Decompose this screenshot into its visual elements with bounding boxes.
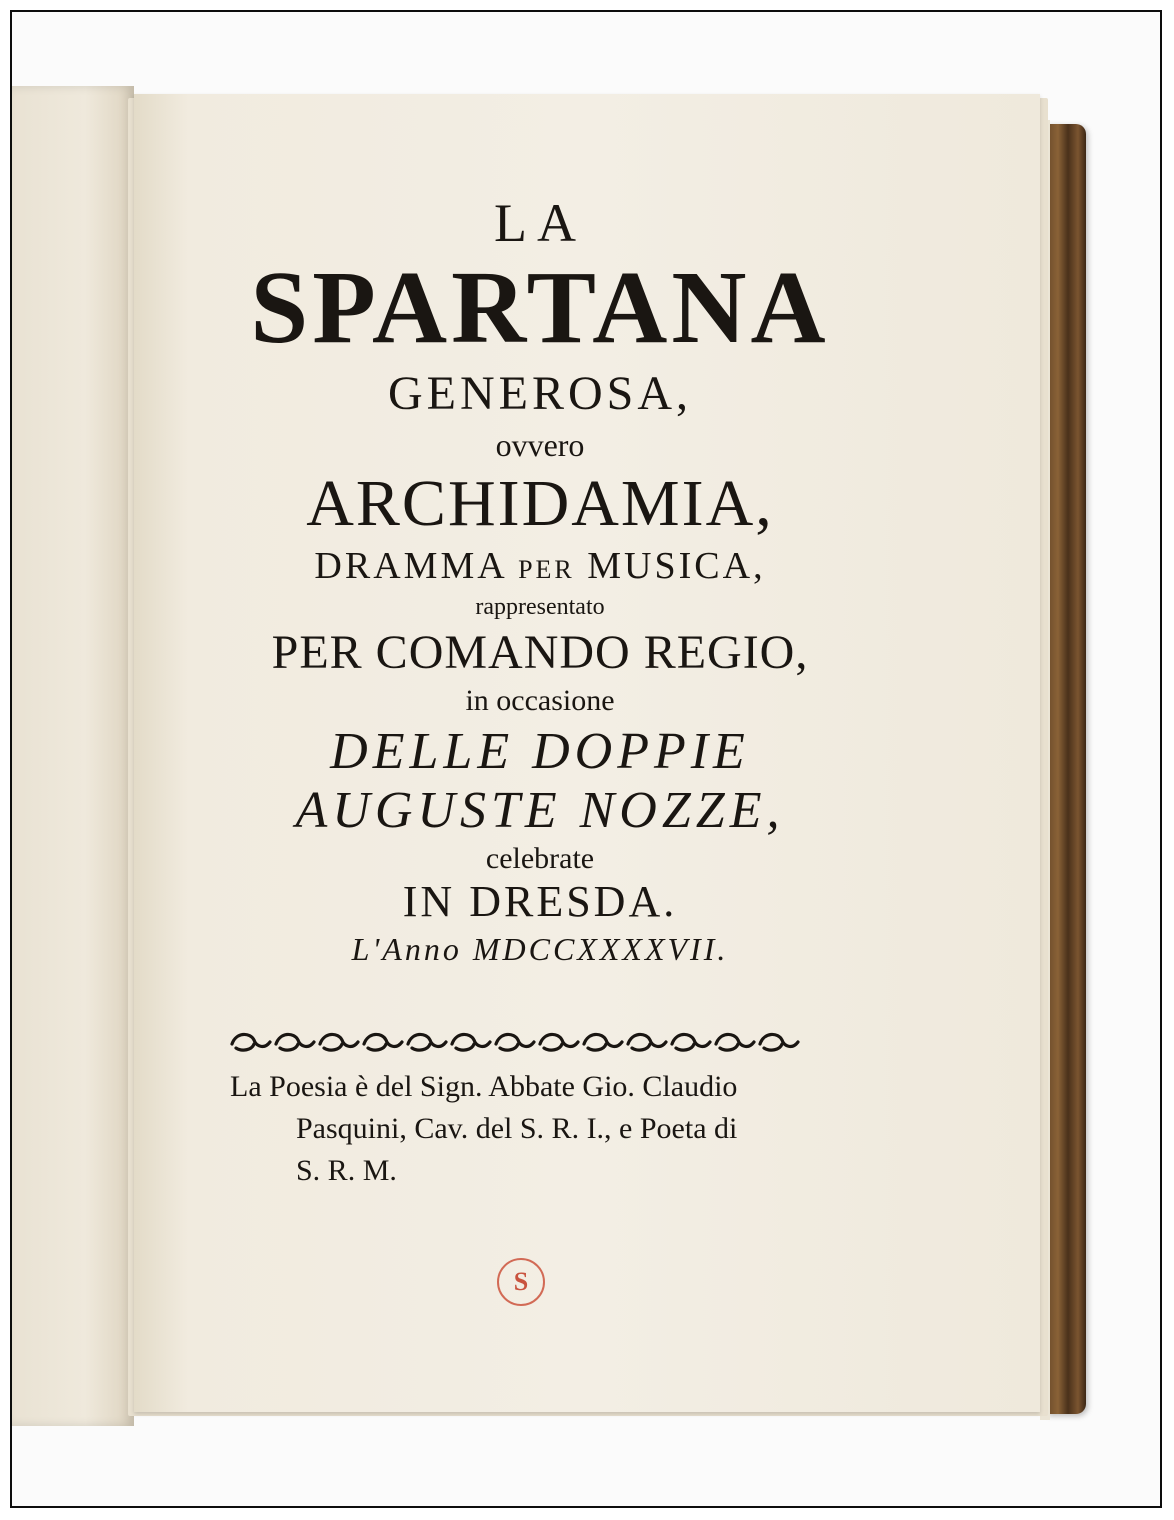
title-la: LA	[494, 193, 586, 253]
title-comando: PER COMANDO REGIO,	[271, 626, 809, 679]
ornament-scroll	[496, 1034, 534, 1050]
musica-word: MUSICA,	[574, 545, 766, 587]
ornament-scroll	[408, 1034, 446, 1050]
ornament-scroll	[760, 1034, 798, 1050]
ornament-scroll	[540, 1034, 578, 1050]
per-word: PER	[518, 555, 575, 584]
title-rappresentato: rappresentato	[475, 594, 605, 620]
library-stamp: S	[497, 1258, 545, 1306]
credit-block	[230, 1066, 830, 1192]
ornament-rule	[228, 1028, 810, 1056]
title-spartana: SPARTANA	[250, 250, 830, 365]
title-dresda: IN DRESDA.	[402, 877, 678, 926]
title-occasione: in occasione	[465, 684, 615, 717]
title-celebrate: celebrate	[485, 842, 595, 875]
ornament-scroll	[716, 1034, 754, 1050]
ornament-scroll	[364, 1034, 402, 1050]
ornament-scroll	[672, 1034, 710, 1050]
title-dramma	[150, 544, 930, 588]
book-cover	[1046, 124, 1086, 1414]
credit-line-1: La Poesia è del Sign. Abbate Gio. Claudio	[230, 1070, 738, 1103]
title-archidamia: ARCHIDAMIA,	[306, 467, 774, 540]
credit-line-2: Pasquini, Cav. del S. R. I., e Poeta di	[296, 1112, 738, 1145]
credit-line-3: S. R. M.	[296, 1154, 397, 1187]
dramma-word: DRAMMA	[314, 545, 519, 587]
title-generosa: GENEROSA,	[387, 367, 692, 420]
title-doppie: DELLE DOPPIE	[330, 723, 750, 780]
title-ovvero: ovvero	[495, 427, 585, 463]
ornament-scroll	[232, 1034, 270, 1050]
ornament-scroll	[320, 1034, 358, 1050]
left-page	[12, 86, 134, 1426]
ornament-scroll	[452, 1034, 490, 1050]
ornament-scroll	[628, 1034, 666, 1050]
ornament-scroll	[584, 1034, 622, 1050]
title-anno: L'Anno MDCCXXXXVII.	[351, 931, 729, 967]
title-auguste: AUGUSTE NOZZE,	[295, 782, 785, 839]
title-block	[150, 150, 930, 968]
ornament-scroll	[276, 1034, 314, 1050]
